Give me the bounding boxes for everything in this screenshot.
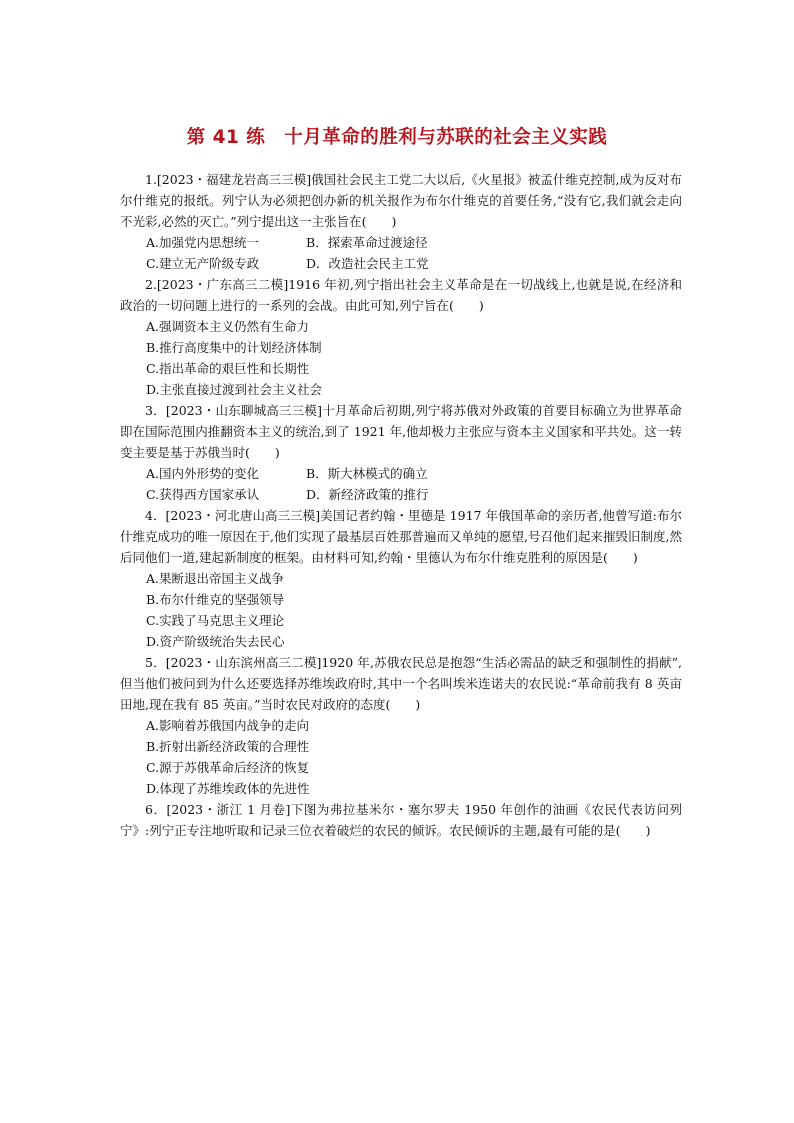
option-a: A.加强党内思想统一 <box>146 235 260 250</box>
option-b: B．斯大林模式的确立 <box>306 466 428 481</box>
option-b: B.折射出新经济政策的合理性 <box>146 739 310 754</box>
option-b: B.布尔什维克的坚强领导 <box>146 592 285 607</box>
question-2 <box>120 274 682 400</box>
option-row <box>146 232 682 253</box>
option-c: C.指出革命的艰巨性和长期性 <box>146 361 310 376</box>
option-b: B．探索革命过渡途径 <box>306 235 428 250</box>
option-c: C.源于苏俄革命后经济的恢复 <box>146 760 310 775</box>
page-title: 第 41 练 十月革命的胜利与苏联的社会主义实践 <box>186 127 608 148</box>
question-1 <box>120 169 682 274</box>
option-row <box>146 253 682 274</box>
option-row <box>146 484 682 505</box>
question-5 <box>120 652 682 799</box>
option-d: D.主张直接过渡到社会主义社会 <box>146 382 323 397</box>
question-list <box>120 169 682 841</box>
question-4 <box>120 505 682 652</box>
option-b: B.推行高度集中的计划经济体制 <box>146 340 322 355</box>
option-c: C.获得西方国家承认 <box>146 487 260 502</box>
option-d: D.资产阶级统治失去民心 <box>146 634 285 649</box>
option-a: A.果断退出帝国主义战争 <box>146 571 285 586</box>
option-c: C.建立无产阶级专政 <box>146 256 260 271</box>
question-stem: 5．[2023・山东滨州高三二模]1920 年,苏俄农民总是抱怨“生活必需品的缺乏和强制性的捐献”,但当他们被问到为什么还要选择苏维埃政府时,其中一个名叫埃米连诺夫的农民说:“革命前我有 8 英亩田地,现在我有 85 英亩。”当时农民对政府的态度( ) <box>120 655 682 712</box>
question-3 <box>120 400 682 505</box>
option-a: A.国内外形势的变化 <box>146 466 260 481</box>
option-c: C.实践了马克思主义理论 <box>146 613 285 628</box>
question-stem: 4．[2023・河北唐山高三三模]美国记者约翰・里德是 1917 年俄国革命的亲历者,他曾写道:布尔什维克成功的唯一原因在于,他们实现了最基层百姓那普遍而又单纯的愿望,号召他们起来摧毁旧制度,然后同他们一道,建起新制度的框架。由材料可知,约翰・里德认为布尔什维克胜利的原因是( ) <box>120 508 682 565</box>
option-row <box>146 463 682 484</box>
question-stem: 1.[2023・福建龙岩高三三模]俄国社会民主工党二大以后,《火星报》被孟什维克控制,成为反对布尔什维克的报纸。列宁认为必须把创办新的机关报作为布尔什维克的首要任务,“没有它,我们就会走向不光彩,必然的灭亡。”列宁提出这一主张旨在( ) <box>120 172 682 229</box>
option-a: A.影响着苏俄国内战争的走向 <box>146 718 310 733</box>
question-stem: 6．[2023・浙江 1 月卷]下图为弗拉基米尔・塞尔罗夫 1950 年创作的油画《农民代表访问列宁》:列宁正专注地听取和记录三位衣着破烂的农民的倾诉。农民倾诉的主题,最有可能的是( ) <box>120 802 682 838</box>
question-6 <box>120 799 682 841</box>
option-d: D．新经济政策的推行 <box>306 487 429 502</box>
option-d: D．改造社会民主工党 <box>306 256 429 271</box>
question-stem: 3．[2023・山东聊城高三三模]十月革命后初期,列宁将苏俄对外政策的首要目标确立为世界革命即在国际范围内推翻资本主义的统治,到了 1921 年,他却极力主张应与资本主义国家和平共处。这一转变主要是基于苏俄当时( ) <box>120 403 682 460</box>
option-d: D.体现了苏维埃政体的先进性 <box>146 781 310 796</box>
option-a: A.强调资本主义仍然有生命力 <box>146 319 310 334</box>
question-stem: 2.[2023・广东高三二模]1916 年初,列宁指出社会主义革命是在一切战线上,也就是说,在经济和政治的一切问题上进行的一系列的会战。由此可知,列宁旨在( ) <box>120 277 682 313</box>
